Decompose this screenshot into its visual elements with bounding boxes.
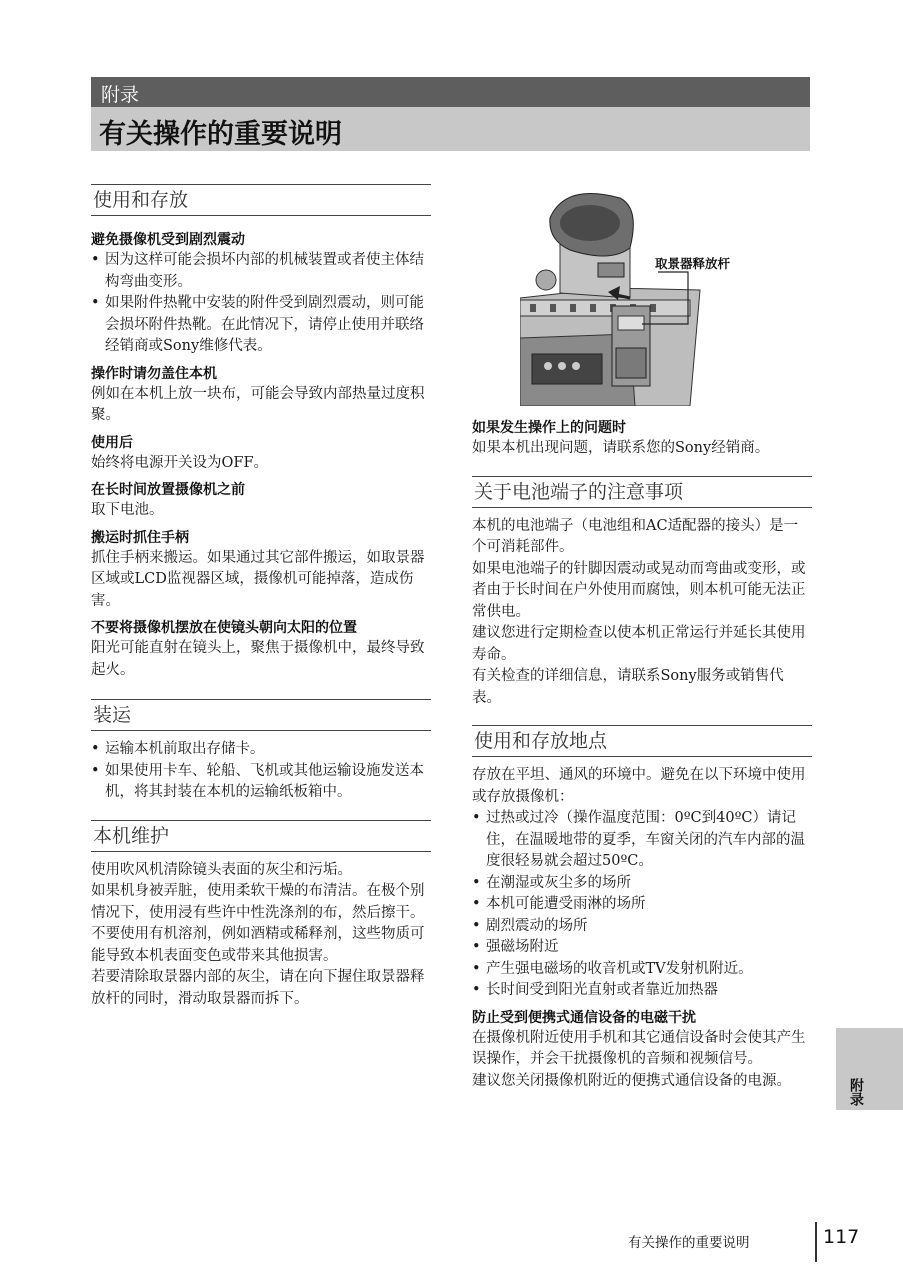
- paragraph: 如果电池端子的针脚因震动或晃动而弯曲或变形，或者由于长时间在户外使用而腐蚀，则本机可能无法正常供电。: [472, 560, 806, 620]
- viewfinder-figure: [520, 188, 810, 406]
- heading-carry-handle: 搬运时抓住手柄: [91, 529, 189, 546]
- heading-sun-warning: 不要将摄像机摆放在使镜头朝向太阳的位置: [91, 620, 357, 636]
- list-item: • 长时间受到阳光直射或者靠近加热器: [472, 980, 812, 1002]
- footer-title: 有关操作的重要说明: [628, 1235, 750, 1251]
- section-title-locations: 使用和存放地点: [472, 725, 812, 757]
- footer-divider: [815, 1222, 817, 1262]
- list-item: • 剧烈震动的场所: [472, 916, 812, 938]
- paragraph: 在摄像机附近使用手机和其它通信设备时会使其产生误操作，并会干扰摄像机的音频和视频信号。: [472, 1029, 806, 1067]
- page-number: 117: [823, 1226, 860, 1248]
- list-item: • 强磁场附近: [472, 937, 812, 959]
- heading-after-use: 使用后: [91, 434, 133, 451]
- section-title-care: 本机维护: [91, 820, 431, 852]
- figure-callout-label: 取景器释放杆: [655, 256, 731, 271]
- paragraph: 若要清除取景器内部的灰尘，请在向下握住取景器释放杆的同时，滑动取景器而拆下。: [91, 969, 425, 1007]
- list-item: • 运输本机前取出存储卡。: [91, 739, 431, 761]
- paragraph: 抓住手柄来搬运。如果通过其它部件搬运，如取景器区域或LCD监视器区域，摄像机可能掉落，造成伤害。: [91, 549, 425, 609]
- side-tab-label: 附录: [848, 1078, 864, 1106]
- left-column: [91, 184, 431, 1010]
- camera-viewfinder-illustration: [520, 188, 810, 406]
- list-item: • 本机可能遭受雨淋的场所: [472, 894, 812, 916]
- paragraph: 如果本机出现问题，请联系您的Sony经销商。: [472, 440, 770, 456]
- section-title-battery: 关于电池端子的注意事项: [472, 476, 812, 508]
- list-item: • 如果使用卡车、轮船、飞机或其他运输设施发送本机，将其封装在本机的运输纸板箱中。: [91, 761, 431, 804]
- category-label: 附录: [101, 84, 140, 106]
- paragraph: 如果机身被弄脏，使用柔软干燥的布清洁。在极个别情况下，使用浸有些许中性洗涤剂的布，然后擦干。不要使用有机溶剂，例如酒精或稀释剂，这些物质可能导致本机表面变色或带来其他损害。: [91, 883, 425, 964]
- section-title-shipping: 装运: [91, 699, 431, 731]
- list-item: • 因为这样可能会损坏内部的机械装置或者使主体结构弯曲变形。: [91, 250, 431, 293]
- list-item: • 过热或过冷（操作温度范围：0ºC到40ºC）请记住，在温暖地带的夏季，车窗关闭的汽车内部的温度很轻易就会超过50ºC。: [472, 808, 812, 873]
- category-bar: [91, 77, 810, 107]
- paragraph: 建议您关闭摄像机附近的便携式通信设备的电源。: [472, 1072, 791, 1089]
- paragraph: 有关检查的详细信息，请联系Sony服务或销售代表。: [472, 668, 784, 706]
- paragraph: 本机的电池端子（电池组和AC适配器的接头）是一个可消耗部件。: [472, 517, 799, 555]
- heading-do-not-cover: 操作时请勿盖住本机: [91, 365, 217, 382]
- page-title-bar: [91, 107, 810, 151]
- paragraph: 阳光可能直射在镜头上，聚焦于摄像机中，最终导致起火。: [91, 640, 425, 678]
- section-title-usage: 使用和存放: [91, 184, 431, 216]
- right-column: [472, 418, 812, 1092]
- paragraph: 使用吹风机清除镜头表面的灰尘和污垢。: [91, 861, 352, 878]
- paragraph: 例如在本机上放一块布，可能会导致内部热量过度积聚。: [91, 385, 425, 423]
- list-item: • 在潮湿或灰尘多的场所: [472, 873, 812, 895]
- page-title: 有关操作的重要说明: [99, 119, 342, 150]
- list-item: • 产生强电磁场的收音机或TV发射机附近。: [472, 959, 812, 981]
- heading-long-storage: 在长时间放置摄像机之前: [91, 482, 245, 498]
- paragraph: 存放在平坦、通风的环境中。避免在以下环境中使用或存放摄像机：: [472, 767, 806, 805]
- heading-avoid-shock: 避免摄像机受到剧烈震动: [91, 232, 245, 248]
- paragraph: 建议您进行定期检查以使本机正常运行并延长其使用寿命。: [472, 625, 806, 663]
- list-item: • 如果附件热靴中安装的附件受到剧烈震动，则可能会损坏附件热靴。在此情况下，请停止使用并联络经销商或Sony维修代表。: [91, 293, 431, 358]
- paragraph: 始终将电源开关设为OFF。: [91, 454, 269, 471]
- heading-emi: 防止受到便携式通信设备的电磁干扰: [472, 1009, 696, 1026]
- paragraph: 取下电池。: [91, 502, 164, 518]
- heading-problem: 如果发生操作上的问题时: [472, 420, 626, 436]
